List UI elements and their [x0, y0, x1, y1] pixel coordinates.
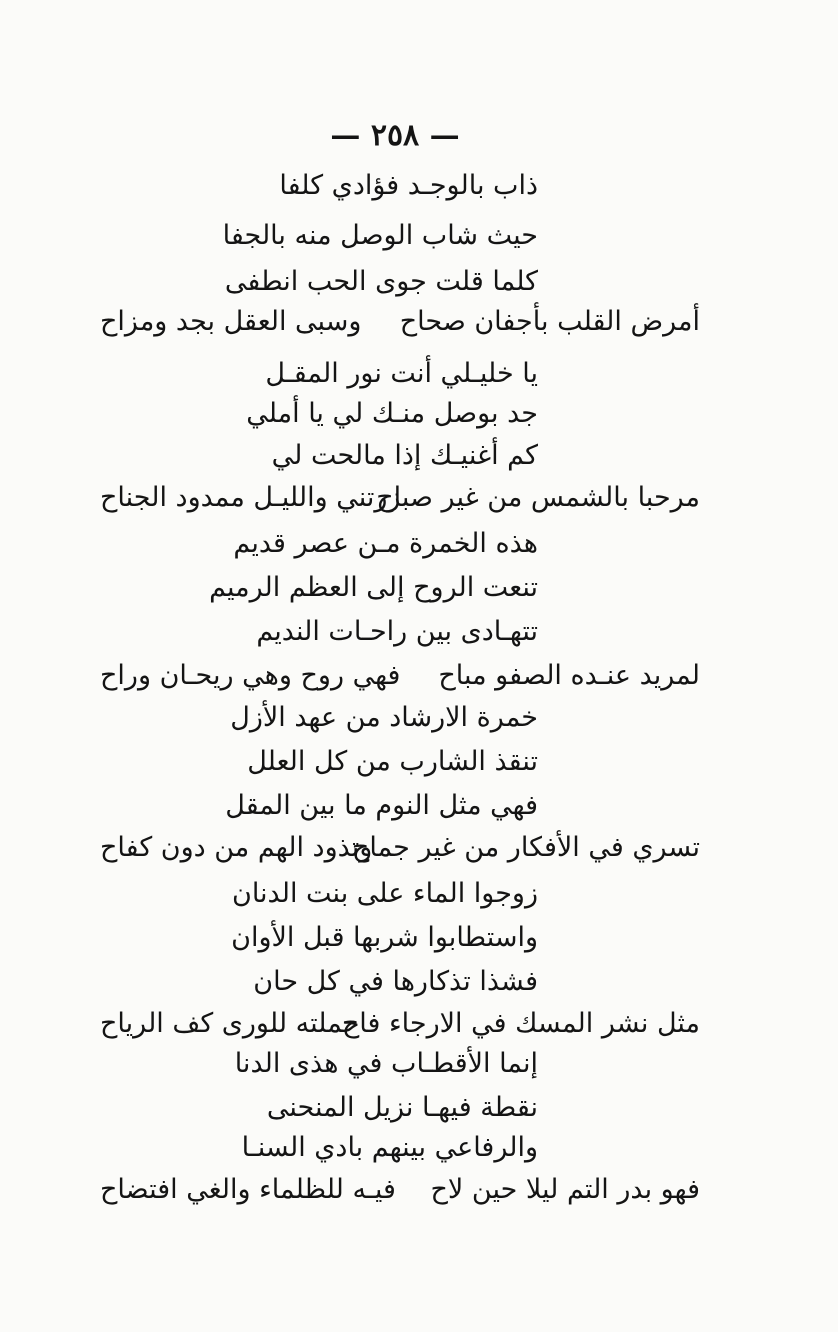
poem-line: كلما قلت جوى الحب انطفى: [224, 266, 538, 297]
verse-first-hemistich: مثل نشر المسك في الارجاء فاح: [341, 1008, 700, 1039]
poem-line: واستطابوا شربها قبل الأوان: [231, 922, 538, 953]
verse-second-hemistich: فهي روح وهي ريحـان وراح: [100, 660, 401, 691]
poem-line: فهي مثل النوم ما بين المقل: [225, 790, 538, 821]
poem-line: حيث شاب الوصل منه بالجفا: [222, 220, 538, 251]
verse-first-hemistich: تسري في الأفكار من غير جماح: [351, 832, 700, 863]
verse-second-hemistich: حملته للورى كف الرياح: [100, 1008, 360, 1039]
poem-line: هذه الخمرة مـن عصر قديم: [233, 528, 538, 559]
poem-verse: [100, 302, 700, 342]
poem-line: تنقذ الشارب من كل العلل: [247, 746, 538, 777]
verse-first-hemistich: مرحبا بالشمس من غير صباح: [376, 482, 700, 513]
poem-line: خمرة الارشاد من عهد الأزل: [230, 702, 538, 733]
poem-verse: [100, 656, 700, 696]
poem-verse: [100, 1170, 700, 1210]
poem-line: تنعت الروح إلى العظم الرميم: [209, 572, 538, 603]
verse-second-hemistich: وتذود الهم من دون كفاح: [100, 832, 373, 863]
verse-second-hemistich: فيـه للظلماء والغي افتضاح: [100, 1174, 396, 1205]
poem-line: زوجوا الماء على بنت الدنان: [231, 878, 538, 909]
poem-line: ذاب بالوجـد فؤادي كلفا: [279, 170, 538, 201]
poem-line: كم أغنيـك إذا مالحت لي: [271, 440, 538, 471]
poem-line: جد بوصل منـك لي يا أملي: [246, 398, 538, 429]
poem-line: تتهـادى بين راحـات النديم: [256, 616, 538, 647]
poem-verse: [100, 478, 700, 518]
verse-first-hemistich: لمريد عنـده الصفو مباح: [438, 660, 700, 691]
verse-second-hemistich: وسبى العقل بجد ومزاح: [100, 306, 362, 337]
page-number: — ٢٥٨ —: [330, 118, 460, 153]
poem-line: فشذا تذكارها في كل حان: [253, 966, 538, 997]
verse-second-hemistich: زرتني والليـل ممدود الجناح: [100, 482, 401, 513]
poem-line: إنما الأقطـاب في هذى الدنا: [234, 1048, 538, 1079]
poem-line: نقطة فيهـا نزيل المنحنى: [266, 1092, 538, 1123]
verse-first-hemistich: أمرض القلب بأجفان صحاح: [399, 306, 700, 337]
poem-line: والرفاعي بينهم بادي السنـا: [241, 1132, 538, 1163]
poem-verse: [100, 828, 700, 868]
verse-first-hemistich: فهو بدر التم ليلا حين لاح: [430, 1174, 700, 1205]
poem-verse: [100, 1004, 700, 1044]
poem-line: يا خليـلي أنت نور المقـل: [265, 358, 538, 389]
